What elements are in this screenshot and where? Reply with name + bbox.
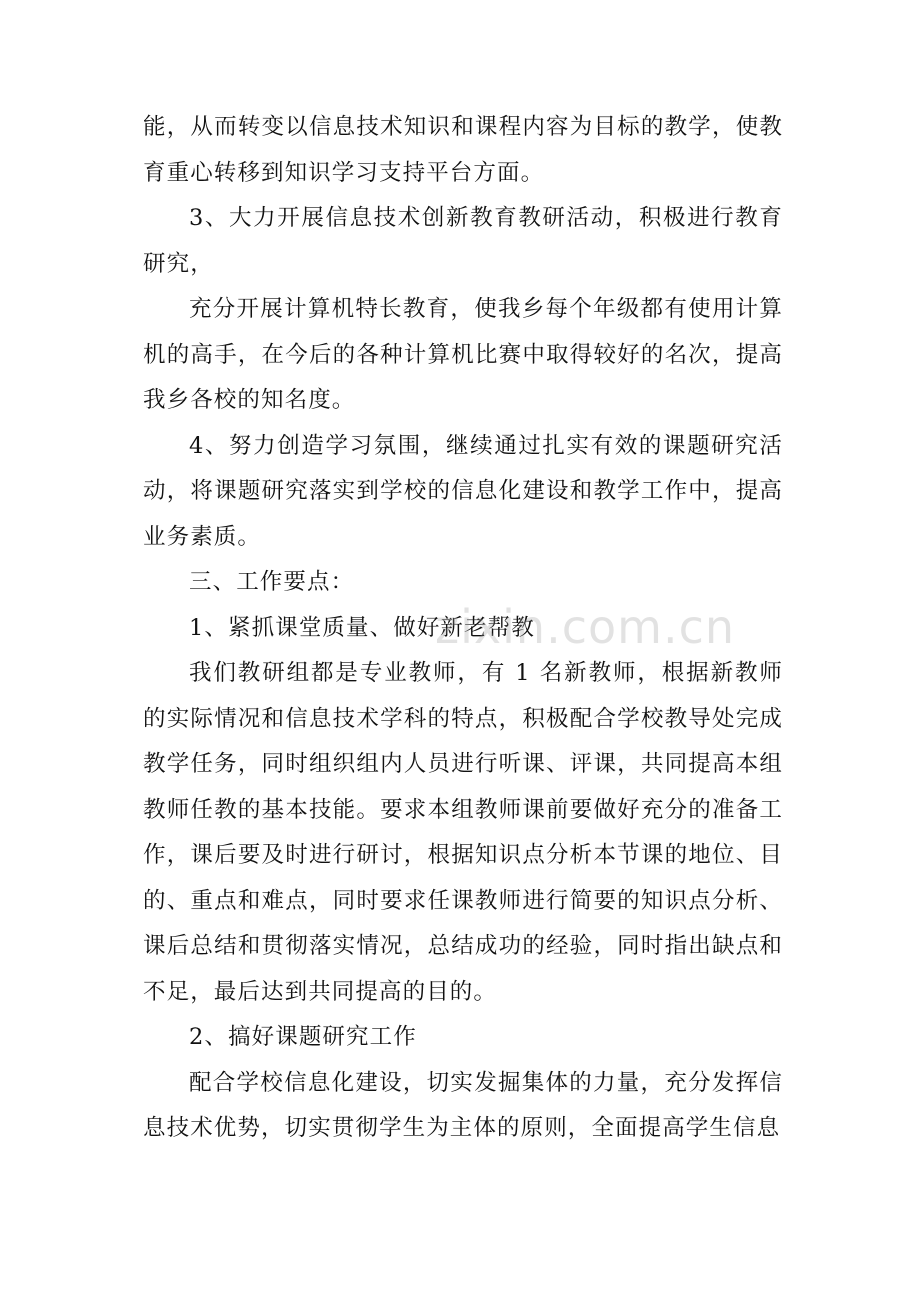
document-body [143, 105, 783, 1152]
subheading-classroom-quality: 1、紧抓课堂质量、做好新老帮教 [189, 614, 535, 641]
subheading-research-work: 2、搞好课题研究工作 [189, 1024, 417, 1050]
watermark-text: zixin.com.cn [435, 600, 736, 654]
paragraph-2: 3、大力开展信息技术创新教育教研活动，积极进行教育研究， [143, 205, 783, 277]
paragraph-teaching-group: 我们教研组都是专业教师，有 1 名新教师，根据新教师的实际情况和信息技术学科的特点，积极配合学校教导处完成教学任务，同时组织组内人员进行听课、评课，共同提高本组教师任教的基本技能。要求本组教师课前要做好充分的准备工作，课后要及时进行研讨，根据知识点分析本节课的地位、目的、重点和难点，同时要求任课教师进行简要的知识点分析、课后总结和贯彻落实情况，总结成功的经验，同时指出缺点和不足，最后达到共同提高的目的。 [143, 660, 783, 1005]
paragraph-informatization: 配合学校信息化建设，切实发掘集体的力量，充分发挥信息技术优势，切实贯彻学生为主体的原则，全面提高学生信息 [143, 1069, 783, 1141]
paragraph-1: 能，从而转变以信息技术知识和课程内容为目标的教学，使教育重心转移到知识学习支持平台方面。 [143, 114, 783, 186]
paragraph-3: 充分开展计算机特长教育，使我乡每个年级都有使用计算机的高手，在今后的各种计算机比赛中取得较好的名次，提高我乡各校的知名度。 [143, 296, 783, 413]
section-heading-work-points: 三、工作要点： [189, 569, 355, 595]
paragraph-4: 4、努力创造学习氛围，继续通过扎实有效的课题研究活动，将课题研究落实到学校的信息化建设和教学工作中，提高业务素质。 [143, 432, 783, 550]
